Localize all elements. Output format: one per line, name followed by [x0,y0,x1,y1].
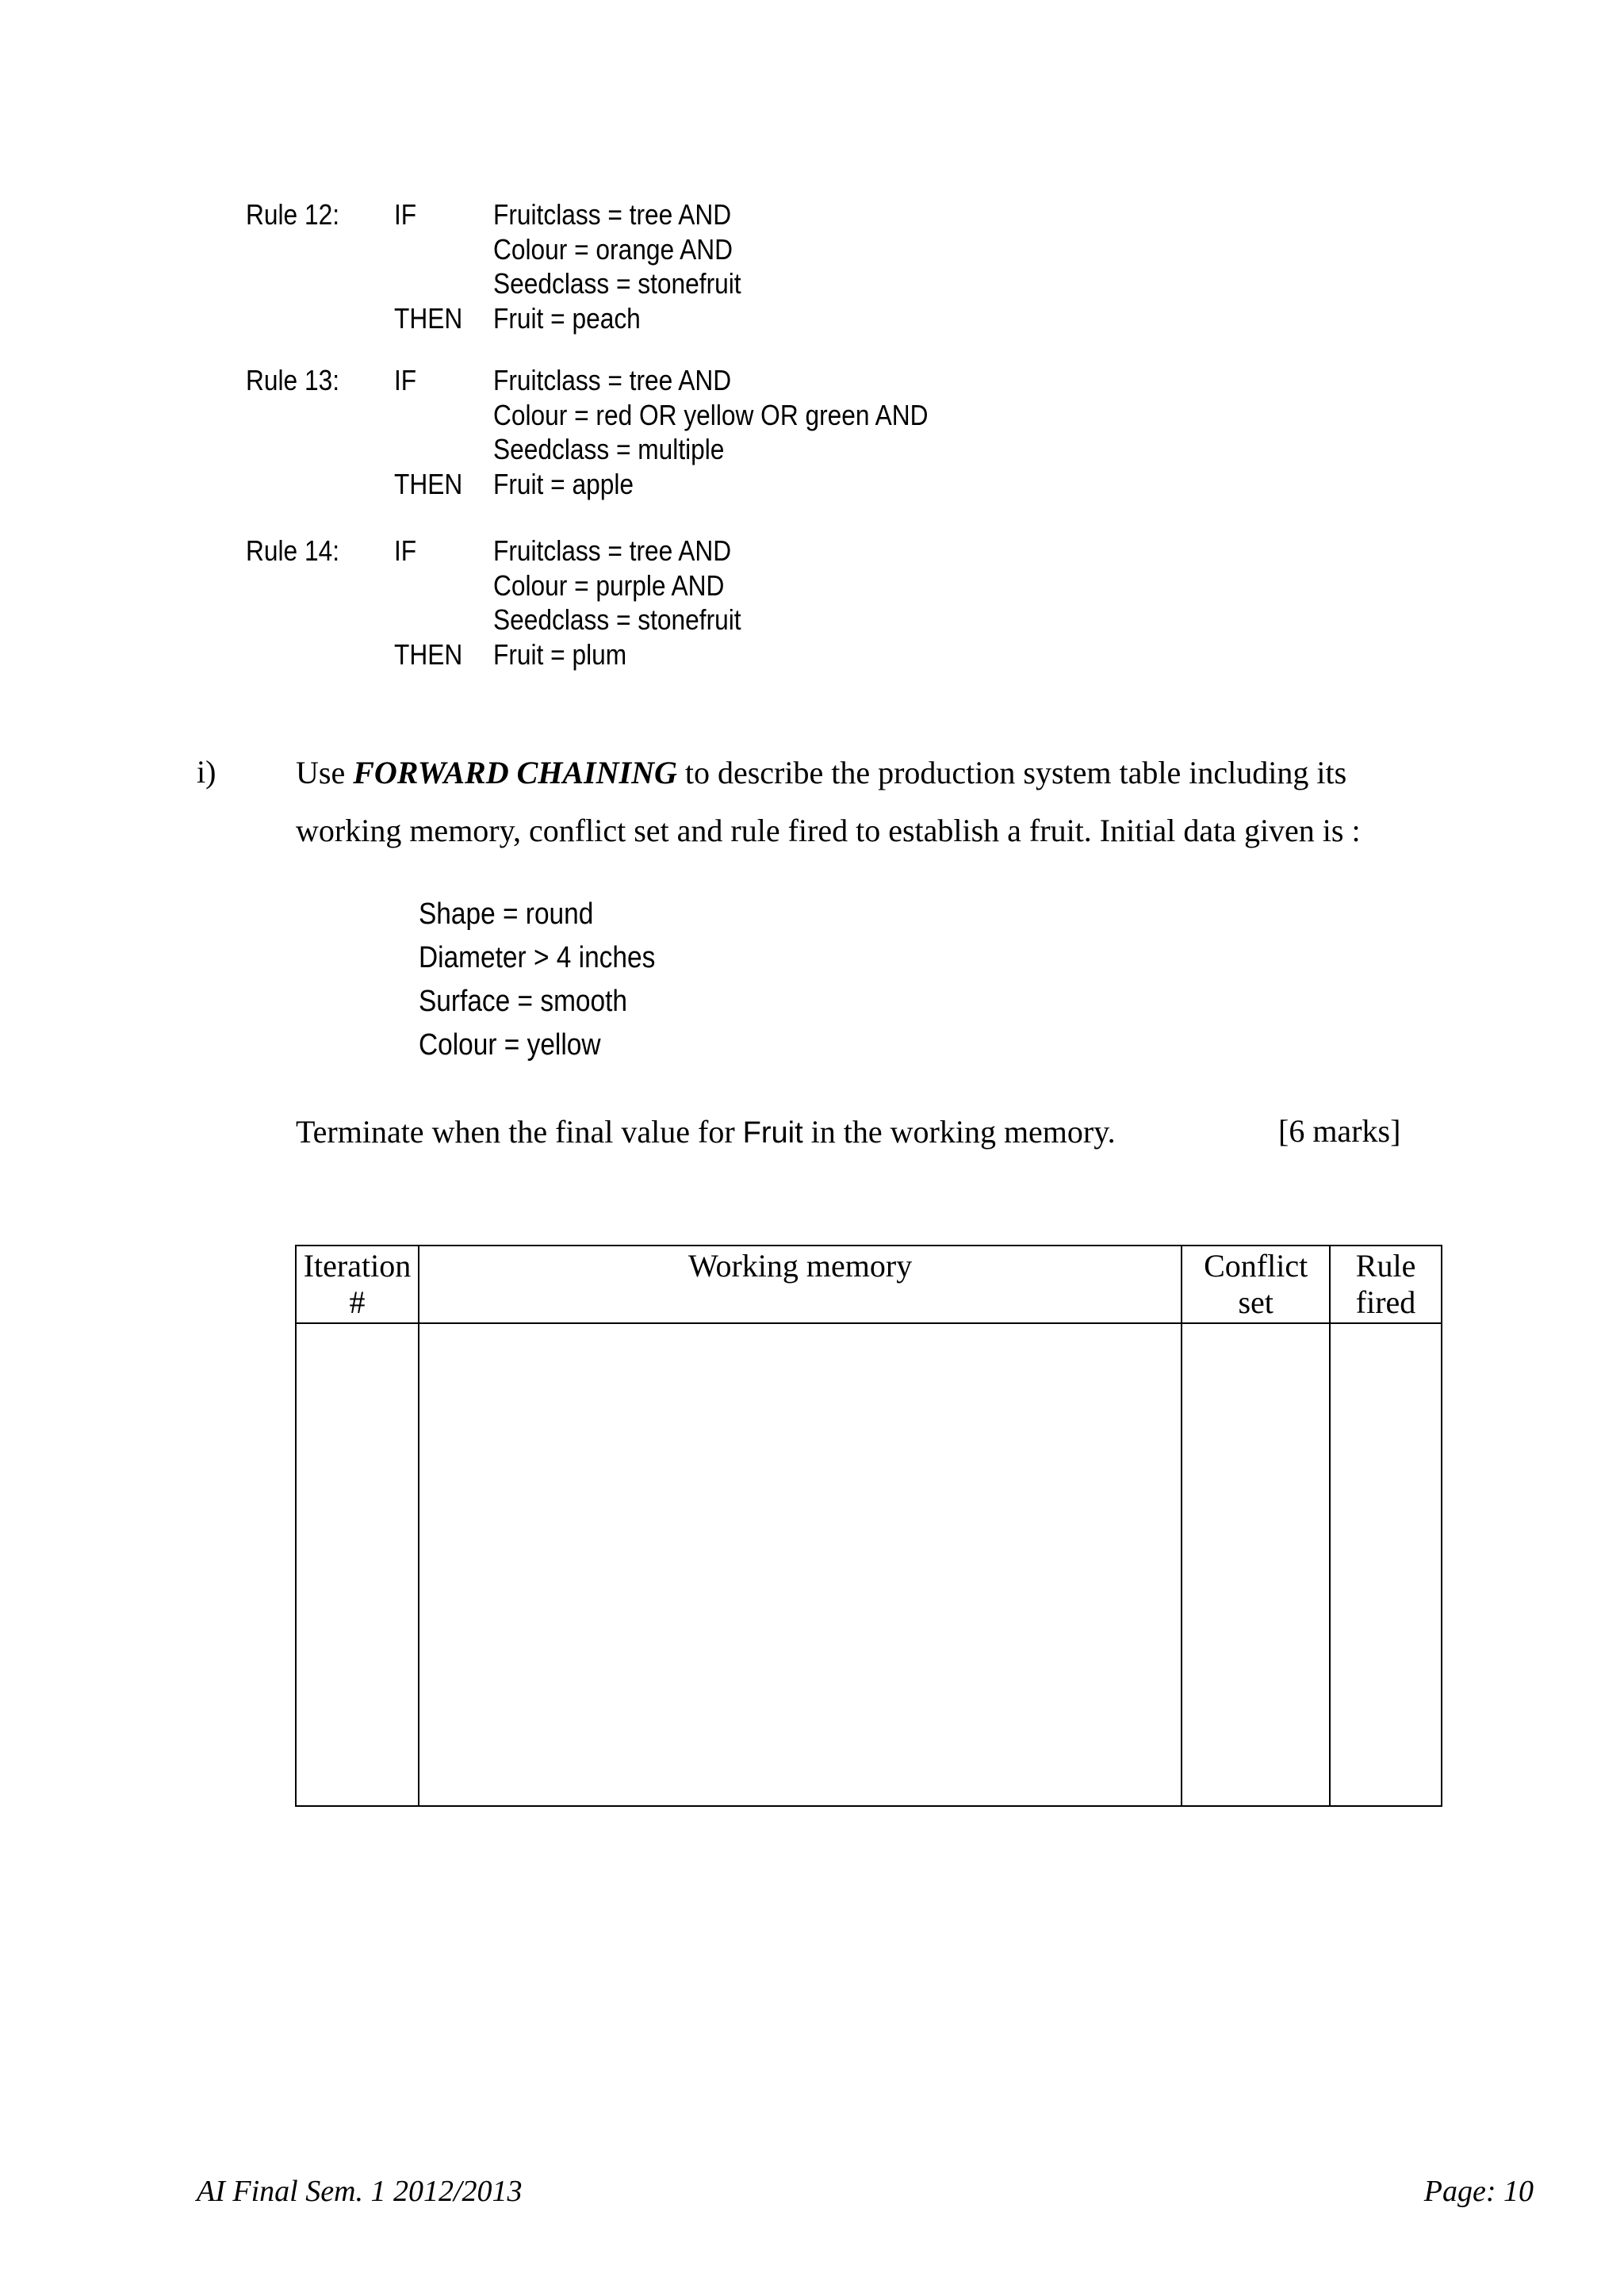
rule-condition: Colour = red OR yellow OR green AND [493,399,929,431]
initial-data-item: Surface = smooth [419,985,628,1018]
header-conflict-set [1182,1246,1330,1323]
terminate-text: in the working memory. [802,1114,1116,1150]
rule-conclusion: Fruit = apple [493,468,634,500]
if-keyword: IF [394,364,417,396]
rule-conclusion: Fruit = peach [493,302,641,335]
header-line: fired [1355,1284,1416,1320]
header-rule-fired [1330,1246,1442,1323]
initial-data-item: Diameter > 4 inches [419,941,656,974]
if-keyword: IF [394,198,417,231]
question-number: i) [197,754,216,790]
fruit-term: Fruit [742,1116,803,1150]
rule-name: Rule 14: [246,534,340,567]
header-line: Working memory [688,1248,913,1284]
iteration-cell[interactable] [296,1323,419,1806]
rule-conclusion: Fruit = plum [493,638,627,671]
header-line: Rule [1355,1248,1416,1284]
rule-condition: Fruitclass = tree AND [493,364,732,396]
production-system-table [295,1245,1442,1807]
rule-condition: Seedclass = stonefruit [493,603,741,636]
question-text: Use [296,755,354,790]
marks-label: [6 marks] [1278,1113,1401,1149]
rule-condition: Seedclass = multiple [493,433,725,465]
rule-condition: Fruitclass = tree AND [493,198,732,231]
header-line: Iteration [303,1248,412,1284]
forward-chaining-emphasis: FORWARD CHAINING [353,755,677,790]
header-line: # [349,1284,366,1320]
then-keyword: THEN [394,302,463,335]
rule-name: Rule 12: [246,198,340,231]
footer-page-number: Page: 10 [1423,2175,1534,2208]
terminate-text: Terminate when the final value for [296,1114,743,1150]
initial-data-item: Shape = round [419,897,594,931]
footer-exam-title: AI Final Sem. 1 2012/2013 [197,2175,523,2208]
header-iteration [296,1246,419,1323]
rule-fired-cell[interactable] [1330,1323,1442,1806]
then-keyword: THEN [394,468,463,500]
if-keyword: IF [394,534,417,567]
header-working-memory [419,1246,1182,1323]
table-answer-row [296,1323,1442,1806]
question-text-line-2: working memory, conflict set and rule fired to establish a fruit. Initial data given is : [296,813,1361,848]
header-line: set [1238,1284,1274,1320]
question-text-line-1 [296,753,1346,793]
working-memory-cell[interactable] [419,1323,1182,1806]
rule-condition: Colour = orange AND [493,233,733,266]
table-header-row [296,1246,1442,1323]
rule-condition: Fruitclass = tree AND [493,534,732,567]
then-keyword: THEN [394,638,463,671]
initial-data-item: Colour = yellow [419,1028,601,1062]
rule-condition: Seedclass = stonefruit [493,267,741,300]
rule-name: Rule 13: [246,364,340,396]
terminate-instruction [296,1112,1116,1153]
rule-condition: Colour = purple AND [493,569,725,602]
header-line: Conflict [1204,1248,1308,1284]
conflict-set-cell[interactable] [1182,1323,1330,1806]
question-text: to describe the production system table including its [676,755,1347,790]
